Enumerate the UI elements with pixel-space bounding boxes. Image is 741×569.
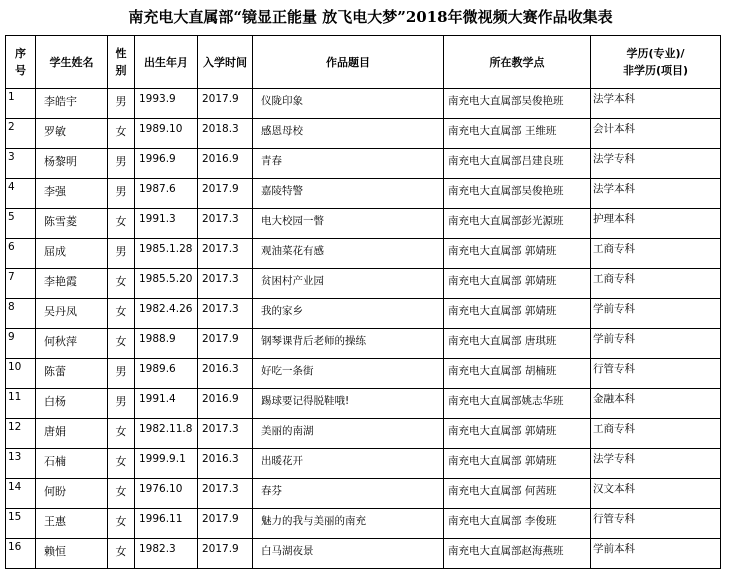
cell-sex: 女 <box>108 269 135 299</box>
cell-sex: 男 <box>108 149 135 179</box>
cell-entry: 2016.9 <box>198 149 253 179</box>
cell-school: 南充电大直属部 李俊班 <box>444 509 591 539</box>
cell-school: 南充电大直属部 王维班 <box>444 119 591 149</box>
cell-birth: 1987.6 <box>135 179 198 209</box>
cell-entry: 2017.9 <box>198 179 253 209</box>
cell-entry: 2016.3 <box>198 359 253 389</box>
cell-entry: 2017.9 <box>198 329 253 359</box>
table-row <box>6 299 721 329</box>
cell-birth: 1996.11 <box>135 509 198 539</box>
cell-school: 南充电大直属部姚志华班 <box>444 389 591 419</box>
cell-school: 南充电大直属部吴俊艳班 <box>444 89 591 119</box>
table-row <box>6 359 721 389</box>
cell-work-title: 白马湖夜景 <box>253 539 444 569</box>
cell-work-title: 我的家乡 <box>253 299 444 329</box>
cell-birth: 1985.1.28 <box>135 239 198 269</box>
cell-name: 唐娟 <box>36 419 108 449</box>
header-degree-line1: 学历(专业)/ <box>626 47 685 60</box>
cell-entry: 2018.3 <box>198 119 253 149</box>
header-school: 所在教学点 <box>444 36 591 89</box>
cell-degree: 法学专科 <box>591 449 721 479</box>
cell-work-title: 钢琴课背后老师的操练 <box>253 329 444 359</box>
cell-name: 吴丹凤 <box>36 299 108 329</box>
cell-no: 6 <box>6 239 36 269</box>
cell-entry: 2017.9 <box>198 539 253 569</box>
cell-entry: 2017.3 <box>198 419 253 449</box>
cell-name: 何秋萍 <box>36 329 108 359</box>
table-row <box>6 149 721 179</box>
cell-degree: 法学本科 <box>591 179 721 209</box>
cell-work-title: 魅力的我与美丽的南充 <box>253 509 444 539</box>
cell-name: 何盼 <box>36 479 108 509</box>
cell-sex: 女 <box>108 329 135 359</box>
cell-school: 南充电大直属部 郭婧班 <box>444 449 591 479</box>
header-birth: 出生年月 <box>135 36 198 89</box>
cell-degree: 金融本科 <box>591 389 721 419</box>
table-row <box>6 89 721 119</box>
cell-no: 13 <box>6 449 36 479</box>
cell-birth: 1988.9 <box>135 329 198 359</box>
header-work: 作品题目 <box>253 36 444 89</box>
cell-school: 南充电大直属部 何茜班 <box>444 479 591 509</box>
header-row <box>6 36 721 89</box>
page-title: 南充电大直属部“镜显正能量 放飞电大梦”2018年微视频大赛作品收集表 <box>128 8 613 26</box>
cell-entry: 2016.9 <box>198 389 253 419</box>
cell-school: 南充电大直属部 唐琪班 <box>444 329 591 359</box>
cell-birth: 1999.9.1 <box>135 449 198 479</box>
cell-sex: 男 <box>108 239 135 269</box>
cell-sex: 男 <box>108 359 135 389</box>
cell-name: 杨黎明 <box>36 149 108 179</box>
cell-work-title: 嘉陵特警 <box>253 179 444 209</box>
table-row <box>6 419 721 449</box>
cell-entry: 2017.3 <box>198 269 253 299</box>
cell-sex: 男 <box>108 389 135 419</box>
cell-degree: 学前本科 <box>591 539 721 569</box>
cell-sex: 女 <box>108 209 135 239</box>
cell-name: 赖恒 <box>36 539 108 569</box>
cell-degree: 学前专科 <box>591 329 721 359</box>
cell-work-title: 观油菜花有感 <box>253 239 444 269</box>
table-row <box>6 449 721 479</box>
cell-school: 南充电大直属部 郭婧班 <box>444 419 591 449</box>
cell-school: 南充电大直属部 郭婧班 <box>444 269 591 299</box>
cell-birth: 1991.3 <box>135 209 198 239</box>
cell-no: 10 <box>6 359 36 389</box>
cell-degree: 工商专科 <box>591 239 721 269</box>
cell-degree: 工商专科 <box>591 269 721 299</box>
cell-work-title: 美丽的南湖 <box>253 419 444 449</box>
cell-name: 屈成 <box>36 239 108 269</box>
cell-no: 4 <box>6 179 36 209</box>
cell-sex: 女 <box>108 299 135 329</box>
cell-birth: 1976.10 <box>135 479 198 509</box>
cell-name: 石楠 <box>36 449 108 479</box>
cell-work-title: 贫困村产业园 <box>253 269 444 299</box>
cell-no: 3 <box>6 149 36 179</box>
cell-birth: 1985.5.20 <box>135 269 198 299</box>
cell-entry: 2017.3 <box>198 209 253 239</box>
cell-birth: 1982.4.26 <box>135 299 198 329</box>
header-name: 学生姓名 <box>36 36 108 89</box>
table-row <box>6 479 721 509</box>
cell-degree: 行管专科 <box>591 509 721 539</box>
cell-sex: 女 <box>108 509 135 539</box>
cell-work-title: 踢球要记得脱鞋哦! <box>253 389 444 419</box>
cell-birth: 1982.11.8 <box>135 419 198 449</box>
cell-entry: 2017.3 <box>198 299 253 329</box>
cell-entry: 2017.3 <box>198 239 253 269</box>
cell-work-title: 感恩母校 <box>253 119 444 149</box>
table-row <box>6 509 721 539</box>
cell-school: 南充电大直属部 郭婧班 <box>444 299 591 329</box>
cell-sex: 男 <box>108 89 135 119</box>
cell-name: 白杨 <box>36 389 108 419</box>
cell-no: 2 <box>6 119 36 149</box>
header-degree-line2: 非学历(项目) <box>622 64 689 77</box>
cell-birth: 1989.10 <box>135 119 198 149</box>
cell-work-title: 出暖花开 <box>253 449 444 479</box>
cell-school: 南充电大直属部吕建良班 <box>444 149 591 179</box>
table-row <box>6 269 721 299</box>
cell-no: 12 <box>6 419 36 449</box>
cell-no: 5 <box>6 209 36 239</box>
cell-name: 陈雪菱 <box>36 209 108 239</box>
cell-name: 陈蕾 <box>36 359 108 389</box>
cell-birth: 1982.3 <box>135 539 198 569</box>
cell-sex: 男 <box>108 179 135 209</box>
cell-degree: 工商专科 <box>591 419 721 449</box>
cell-work-title: 好吃一条街 <box>253 359 444 389</box>
header-sex: 性别 <box>108 36 135 89</box>
cell-work-title: 青春 <box>253 149 444 179</box>
submission-table <box>5 35 721 569</box>
cell-degree: 护理本科 <box>591 209 721 239</box>
cell-degree: 法学专科 <box>591 149 721 179</box>
cell-school: 南充电大直属部彭光源班 <box>444 209 591 239</box>
cell-entry: 2017.9 <box>198 509 253 539</box>
cell-sex: 女 <box>108 119 135 149</box>
cell-school: 南充电大直属部赵海燕班 <box>444 539 591 569</box>
table-row <box>6 239 721 269</box>
cell-no: 11 <box>6 389 36 419</box>
cell-degree: 汉文本科 <box>591 479 721 509</box>
cell-sex: 女 <box>108 539 135 569</box>
cell-degree: 行管专科 <box>591 359 721 389</box>
cell-name: 李皓宇 <box>36 89 108 119</box>
cell-entry: 2017.9 <box>198 89 253 119</box>
cell-degree: 会计本科 <box>591 119 721 149</box>
header-entry: 入学时间 <box>198 36 253 89</box>
table-row <box>6 329 721 359</box>
cell-work-title: 仪陇印象 <box>253 89 444 119</box>
header-degree <box>591 36 721 89</box>
cell-no: 16 <box>6 539 36 569</box>
cell-sex: 女 <box>108 479 135 509</box>
cell-school: 南充电大直属部 郭婧班 <box>444 239 591 269</box>
cell-no: 14 <box>6 479 36 509</box>
cell-entry: 2017.3 <box>198 479 253 509</box>
table-row <box>6 119 721 149</box>
cell-birth: 1996.9 <box>135 149 198 179</box>
table-row <box>6 389 721 419</box>
cell-school: 南充电大直属部吴俊艳班 <box>444 179 591 209</box>
cell-name: 李艳霞 <box>36 269 108 299</box>
table-row <box>6 179 721 209</box>
cell-no: 8 <box>6 299 36 329</box>
table-row <box>6 539 721 569</box>
table-row <box>6 209 721 239</box>
cell-degree: 学前专科 <box>591 299 721 329</box>
cell-birth: 1989.6 <box>135 359 198 389</box>
header-no: 序号 <box>6 36 36 89</box>
cell-name: 罗敏 <box>36 119 108 149</box>
table-body <box>6 89 721 569</box>
cell-birth: 1991.4 <box>135 389 198 419</box>
cell-sex: 女 <box>108 419 135 449</box>
cell-degree: 法学本科 <box>591 89 721 119</box>
cell-no: 1 <box>6 89 36 119</box>
cell-name: 李强 <box>36 179 108 209</box>
cell-name: 王惠 <box>36 509 108 539</box>
cell-no: 9 <box>6 329 36 359</box>
cell-work-title: 电大校园一瞥 <box>253 209 444 239</box>
cell-sex: 女 <box>108 449 135 479</box>
cell-work-title: 春芬 <box>253 479 444 509</box>
cell-birth: 1993.9 <box>135 89 198 119</box>
cell-no: 15 <box>6 509 36 539</box>
cell-no: 7 <box>6 269 36 299</box>
cell-entry: 2016.3 <box>198 449 253 479</box>
cell-school: 南充电大直属部 胡楠班 <box>444 359 591 389</box>
